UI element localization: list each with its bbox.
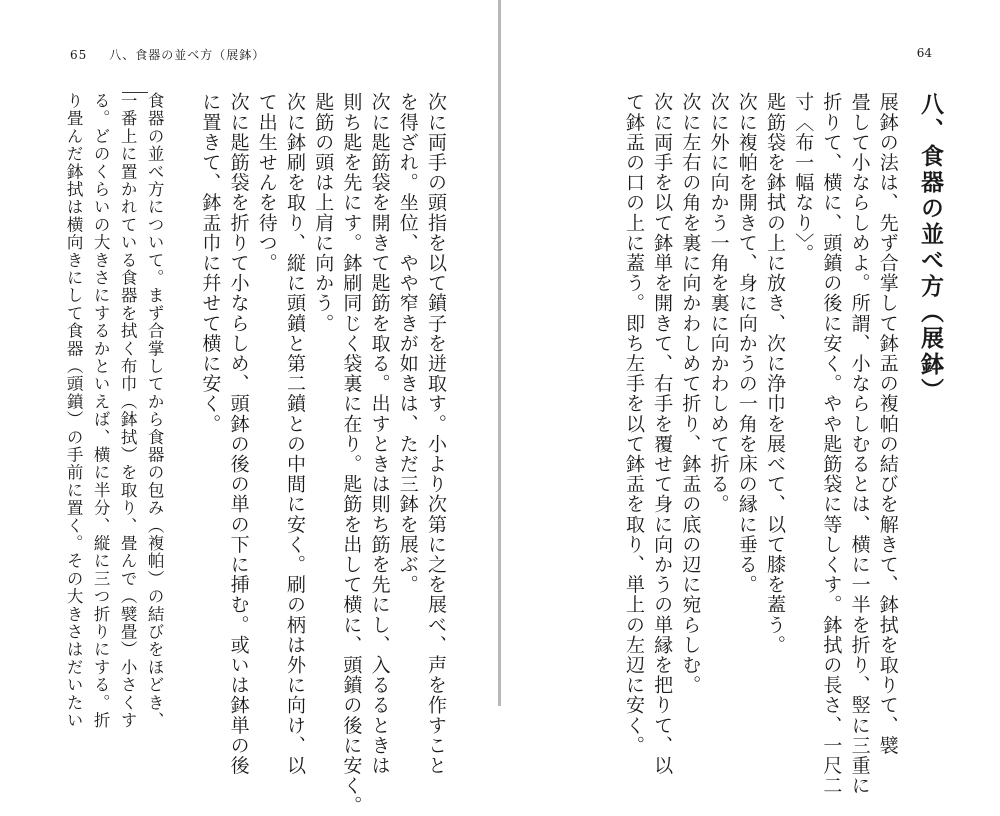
commentary-column: る。どのくらいの大きさにするかといえば、横に半分、縦に三つ折りにする。折: [91, 92, 111, 730]
text-column: 匙筯袋を鉢拭の上に放き、次に浄巾を展べて、以て膝を蓋う。: [763, 92, 786, 655]
page-number-right: 64: [916, 46, 932, 60]
text-column: 折りて、横に、頭鐼の後に安く。やや匙筯袋に等しくす。鉢拭の長さ、一尺二: [820, 92, 843, 796]
text-column: 次に両手を以て鉢単を開きて、右手を覆せて身に向かうの単縁を把りて、以: [651, 92, 674, 776]
text-column: 次に複帕を開きて、身に向かうの一角を床の縁に垂る。: [735, 92, 758, 595]
text-column: て出生せんを待つ。: [255, 92, 278, 273]
text-column: 次に匙筯袋を開きて匙筯を取る。出すときは則ち筯を先にし、入るるときは: [368, 92, 391, 776]
page-number-left: 65: [70, 48, 88, 62]
text-column: を得ざれ。坐位、やや窄きが如きは、ただ三鉢を展ぶ。: [396, 92, 419, 595]
left-page: [0, 0, 498, 816]
text-column: 次に外に向かう一角を裏に向かわしめて折る。: [707, 92, 730, 515]
text-column: 寸〈布一幅なり〉。: [792, 92, 815, 264]
text-column: 次に鉢刷を取り、縦に頭鐼と第二鐼との中間に安く。刷の柄は外に向け、以: [283, 92, 306, 776]
column-spacer: [168, 92, 196, 682]
section-heading: 八、食器の並べ方（展鉢）: [917, 92, 944, 404]
text-column: 畳して小ならしめよ。所謂、小ならしむるとは、横に一半を折り、竪に三重に: [848, 92, 871, 796]
left-page-body: [60, 92, 450, 816]
running-head-title: 八、食器の並べ方（展鉢）: [109, 48, 266, 62]
commentary-column: 一番上に置かれている食器を拭く布巾（鉢拭）を取り、畳んで（襞畳）小さくす: [118, 92, 138, 730]
right-page: [501, 0, 1000, 796]
running-head: [70, 46, 265, 63]
text-column: 則ち匙を先にす。鉢刷同じく袋裏に在り。匙筯を出して横に、頭鐼の後に安く。: [340, 92, 363, 816]
commentary-column: 食器の並べ方について。まず合掌してから食器の包み（複帕）の結びをほどき、: [145, 92, 165, 730]
text-column: て鉢盂の口の上に蓋う。即ち左手を以て鉢盂を取り、単上の左辺に安く。: [622, 92, 645, 756]
commentary-column: り畳んだ鉢拭は横向きにして食器（頭鐼）の手前に置く。その大きさはだいたい: [64, 92, 84, 730]
text-column: 次に両手の頭指を以て鐼子を迸取す。小より次第に之を展べ、声を作すこと: [425, 92, 447, 776]
text-column: 匙筯の頭は上肩に向かう。: [312, 92, 335, 334]
text-column: に置きて、鉢盂巾に幷せて横に安く。: [199, 92, 222, 434]
text-column: 次に左右の角を裏に向かわしめて折り、鉢盂の底の辺に宛らしむ。: [679, 92, 702, 695]
text-column: 展鉢の法は、先ず合掌して鉢盂の複帕の結びを解きて、鉢拭を取りて、襞: [876, 92, 899, 756]
right-page-body: [620, 92, 944, 796]
text-column: 次に匙筯袋を折りて小ならしめ、頭鉢の後の単の下に挿む。或いは鉢単の後: [227, 92, 250, 776]
